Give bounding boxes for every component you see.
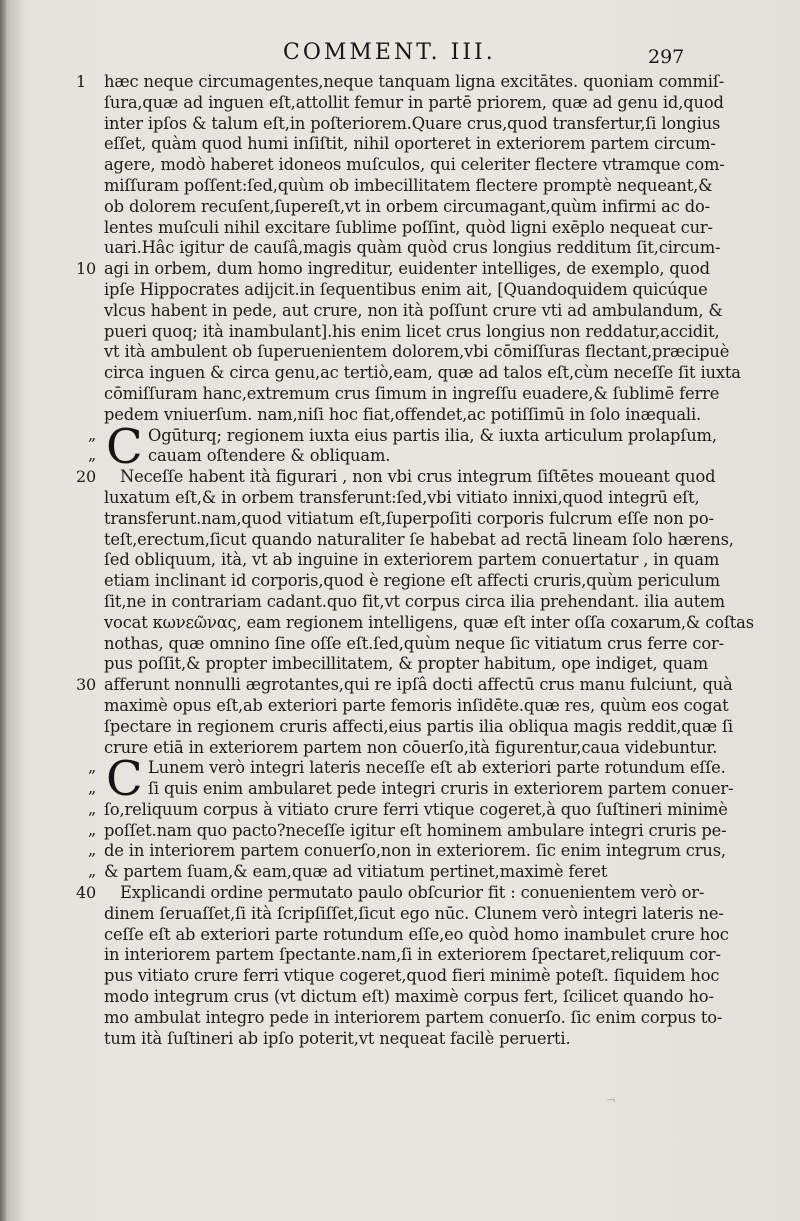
- line-text: modo integrum crus (vt dictum eſt) maximè corpus fert, ſcilicet quando ho-: [104, 987, 714, 1007]
- text-line: [0, 197, 800, 218]
- line-text: pueri quoq; ità inambulant].his enim licet crus longius non reddatur,accidit,: [104, 321, 720, 341]
- line-text: agere, modò haberet idoneos muſculos, qui celeriter flectere vtramque com-: [104, 155, 725, 175]
- line-text: ſed obliquum, ità, vt ab inguine in exteriorem partem conuertatur , in quam: [104, 550, 720, 570]
- line-text: ſit,ne in contrariam cadant.quo fit,vt corpus circa ilia prehendant. ilia autem: [104, 591, 725, 611]
- line-text: pus poſſit,& propter imbecillitatem, & propter habitum, ope indiget, quam: [104, 654, 709, 674]
- text-line: [0, 966, 800, 987]
- line-text: mo ambulat integro pede in interiorem partem conuerſo. ſic enim corpus to-: [104, 1007, 723, 1027]
- line-text: Explicandi ordine permutato paulo obſcurior fit : conuenientem verò or-: [120, 883, 705, 903]
- text-line: [0, 238, 800, 259]
- line-text: eſſet, quàm quod humi inſiſtit, nihil oporteret in exteriorem partem circum-: [104, 134, 716, 154]
- line-text: & partem ſuam,& eam,quæ ad vitiatum pertinet,maximè feret: [104, 862, 608, 882]
- text-line: [0, 155, 800, 176]
- line-number: 10: [76, 259, 97, 279]
- text-line: [0, 571, 800, 592]
- line-text: nothas, quæ omnino ſine oſſe eſt.ſed,quùm neque ſic vitiatum crus ferre cor-: [104, 633, 724, 653]
- line-text: vocat κωνεῶνας, eam regionem intelligens, quæ eſt inter oſſa coxarum,& coſtas: [104, 612, 754, 632]
- line-text: crure etiā in exteriorem partem non cōuerſo,ità figurentur,caua videbuntur.: [104, 737, 718, 757]
- line-text: Lunem verò integri lateris neceſſe eſt ab exteriori parte rotundum eſſe.: [148, 758, 726, 778]
- text-line: [0, 800, 800, 821]
- line-number: 1: [76, 72, 87, 91]
- running-head: COMMENT. III.: [283, 40, 496, 65]
- text-line: [0, 259, 800, 280]
- drop-cap: C: [106, 418, 143, 475]
- line-text: etiam inclinant id corporis,quod è regione eſt affecti cruris,quùm periculum: [104, 571, 720, 591]
- text-line: [0, 821, 800, 842]
- line-text: ſi quis enim ambularet pede integri cruris in exteriorem partem conuer-: [148, 779, 734, 799]
- line-text: ceſſe eſt ab exteriori parte rotundum eſſe,eo quòd homo inambulet crure hoc: [104, 924, 729, 944]
- text-line: [0, 488, 800, 509]
- lemma-quote-mark: „: [88, 840, 97, 860]
- text-line: [0, 280, 800, 301]
- line-text: vlcus habent in pede, aut crure, non ità poſſunt crure vti ad ambulandum, &: [104, 300, 723, 320]
- lemma-quote-mark: „: [88, 798, 97, 818]
- lemma-quote-mark: „: [88, 424, 97, 444]
- text-line: [0, 779, 800, 800]
- line-text: in interiorem partem ſpectante.nam,ſi in exteriorem ſpectaret,reliquum cor-: [104, 945, 721, 965]
- line-text: maximè opus eſt,ab exteriori parte femoris inſidēte.quæ res, quùm eos cogat: [104, 695, 729, 715]
- text-line: [0, 72, 800, 93]
- line-text: pedem vniuerſum. nam,niſi hoc fiat,offendet,ac potiſſimū in ſolo inæquali.: [104, 404, 702, 424]
- text-line: [0, 862, 800, 883]
- line-text: miſſuram poſſent:ſed,quùm ob imbecillitatem flectere promptè nequeant,&: [104, 175, 713, 195]
- line-text: de in interiorem partem conuerſo,non in exteriorem. ſic enim integrum crus,: [104, 841, 726, 861]
- page-number: 297: [648, 46, 685, 68]
- text-line: [0, 93, 800, 114]
- text-line: [0, 363, 800, 384]
- line-text: agi in orbem, dum homo ingreditur, euidenter intelliges, de exemplo, quod: [104, 259, 710, 279]
- line-text: lentes muſculi nihil excitare ſublime poſſint, quòd ligni exēplo nequeat cur-: [104, 217, 713, 237]
- text-line: [0, 550, 800, 571]
- line-text: hæc neque circumagentes,neque tanquam ligna excitātes. quoniam commiſ-: [104, 72, 725, 91]
- text-line: [0, 841, 800, 862]
- text-line: [0, 530, 800, 551]
- lemma-quote-mark: „: [88, 445, 97, 465]
- text-line: [0, 467, 800, 488]
- text-line: [0, 509, 800, 530]
- lemma-quote-mark: „: [88, 778, 97, 798]
- line-text: pus vitiato crure ferri vtique cogeret,quod fieri minimè poteſt. ſiquidem hoc: [104, 966, 720, 986]
- line-text: cauam oſtendere & obliquam.: [148, 446, 391, 466]
- line-text: circa inguen & circa genu,ac tertiò,eam, quæ ad talos eſt,cùm neceſſe ſit iuxta: [104, 363, 741, 383]
- text-line: [0, 384, 800, 405]
- line-text: ob dolorem recuſent,ſupereſt,vt in orbem circumagant,quùm infirmi ac do-: [104, 196, 710, 216]
- line-text: tum ità ſuſtineri ab ipſo poterit,vt nequeat facilè peruerti.: [104, 1028, 571, 1048]
- line-text: afferunt nonnulli ægrotantes,qui re ipſâ docti affectū crus manu fulciunt, quà: [104, 675, 733, 695]
- text-line: [0, 675, 800, 696]
- text-line: [0, 1029, 800, 1050]
- text-line: [0, 342, 800, 363]
- text-line: [0, 634, 800, 655]
- text-line: [0, 925, 800, 946]
- text-line: [0, 1008, 800, 1029]
- text-line: [0, 613, 800, 634]
- text-line: [0, 945, 800, 966]
- line-number: 20: [76, 467, 97, 487]
- line-number: 40: [76, 883, 97, 903]
- text-line: [0, 696, 800, 717]
- line-text: dinem ſeruaſſet,ſi ità ſcripſiſſet,ſicut ego nūc. Clunem verò integri lateris ne-: [104, 903, 724, 923]
- text-line: [0, 904, 800, 925]
- text-line: [0, 322, 800, 343]
- line-text: vt ità ambulent ob ſuperuenientem dolorem,vbi cōmiſſuras flectant,præcipuè: [104, 342, 730, 362]
- line-text: poſſet.nam quo pacto?neceſſe igitur eſt hominem ambulare integri cruris pe-: [104, 820, 727, 840]
- text-line: [0, 134, 800, 155]
- line-text: inter ipſos & talum eſt,in poſteriorem.Quare crus,quod transfertur,ſi longius: [104, 113, 721, 133]
- text-line: [0, 446, 800, 467]
- text-line: [0, 883, 800, 904]
- commentary-text: [0, 72, 800, 1049]
- line-text: ſpectare in regionem cruris affecti,eius partis ilia obliqua magis reddit,quæ ſi: [104, 716, 733, 736]
- text-line: [0, 114, 800, 135]
- line-text: luxatum eſt,& in orbem transferunt:ſed,vbi vitiato innixi,quod integrū eſt,: [104, 487, 700, 507]
- line-text: ſura,quæ ad inguen eſt,attollit femur in partē priorem, quæ ad genu id,quod: [104, 92, 724, 112]
- line-text: cōmiſſuram hanc,extremum crus ſimum in ingreſſu euadere,& ſublimē ferre: [104, 383, 720, 403]
- text-line: [0, 176, 800, 197]
- line-text: teſt,erectum,ſicut quando naturaliter ſe habebat ad rectā lineam ſolo hærens,: [104, 529, 734, 549]
- text-line: [0, 218, 800, 239]
- drop-cap: C: [106, 751, 143, 808]
- line-text: Neceſſe habent ità figurari , non vbi crus integrum ſiſtētes moueant quod: [120, 467, 716, 487]
- line-number: 30: [76, 675, 97, 695]
- lemma-quote-mark: „: [88, 757, 97, 777]
- text-line: [0, 301, 800, 322]
- text-line: [0, 592, 800, 613]
- line-text: transferunt.nam,quod vitiatum eſt,ſuperpoſiti corporis fulcrum eſſe non po-: [104, 508, 714, 528]
- text-line: [0, 717, 800, 738]
- text-line: [0, 987, 800, 1008]
- lemma-quote-mark: „: [88, 819, 97, 839]
- lemma-quote-mark: „: [88, 861, 97, 881]
- bleed-through-mark: ¬: [606, 1093, 617, 1107]
- line-text: uari.Hâc igitur de cauſâ,magis quàm quòd crus longius redditum ſit,circum-: [104, 238, 721, 258]
- line-text: ipſe Hippocrates adijcit.in ſequentibus enim ait, [Quandoquidem quicúque: [104, 279, 708, 299]
- text-line: [0, 654, 800, 675]
- line-text: ſo,reliquum corpus à vitiato crure ferri vtique cogeret,à quo ſuſtineri minimè: [104, 799, 728, 819]
- line-text: Ogūturq; regionem iuxta eius partis ilia, & iuxta articulum prolapſum,: [148, 425, 717, 445]
